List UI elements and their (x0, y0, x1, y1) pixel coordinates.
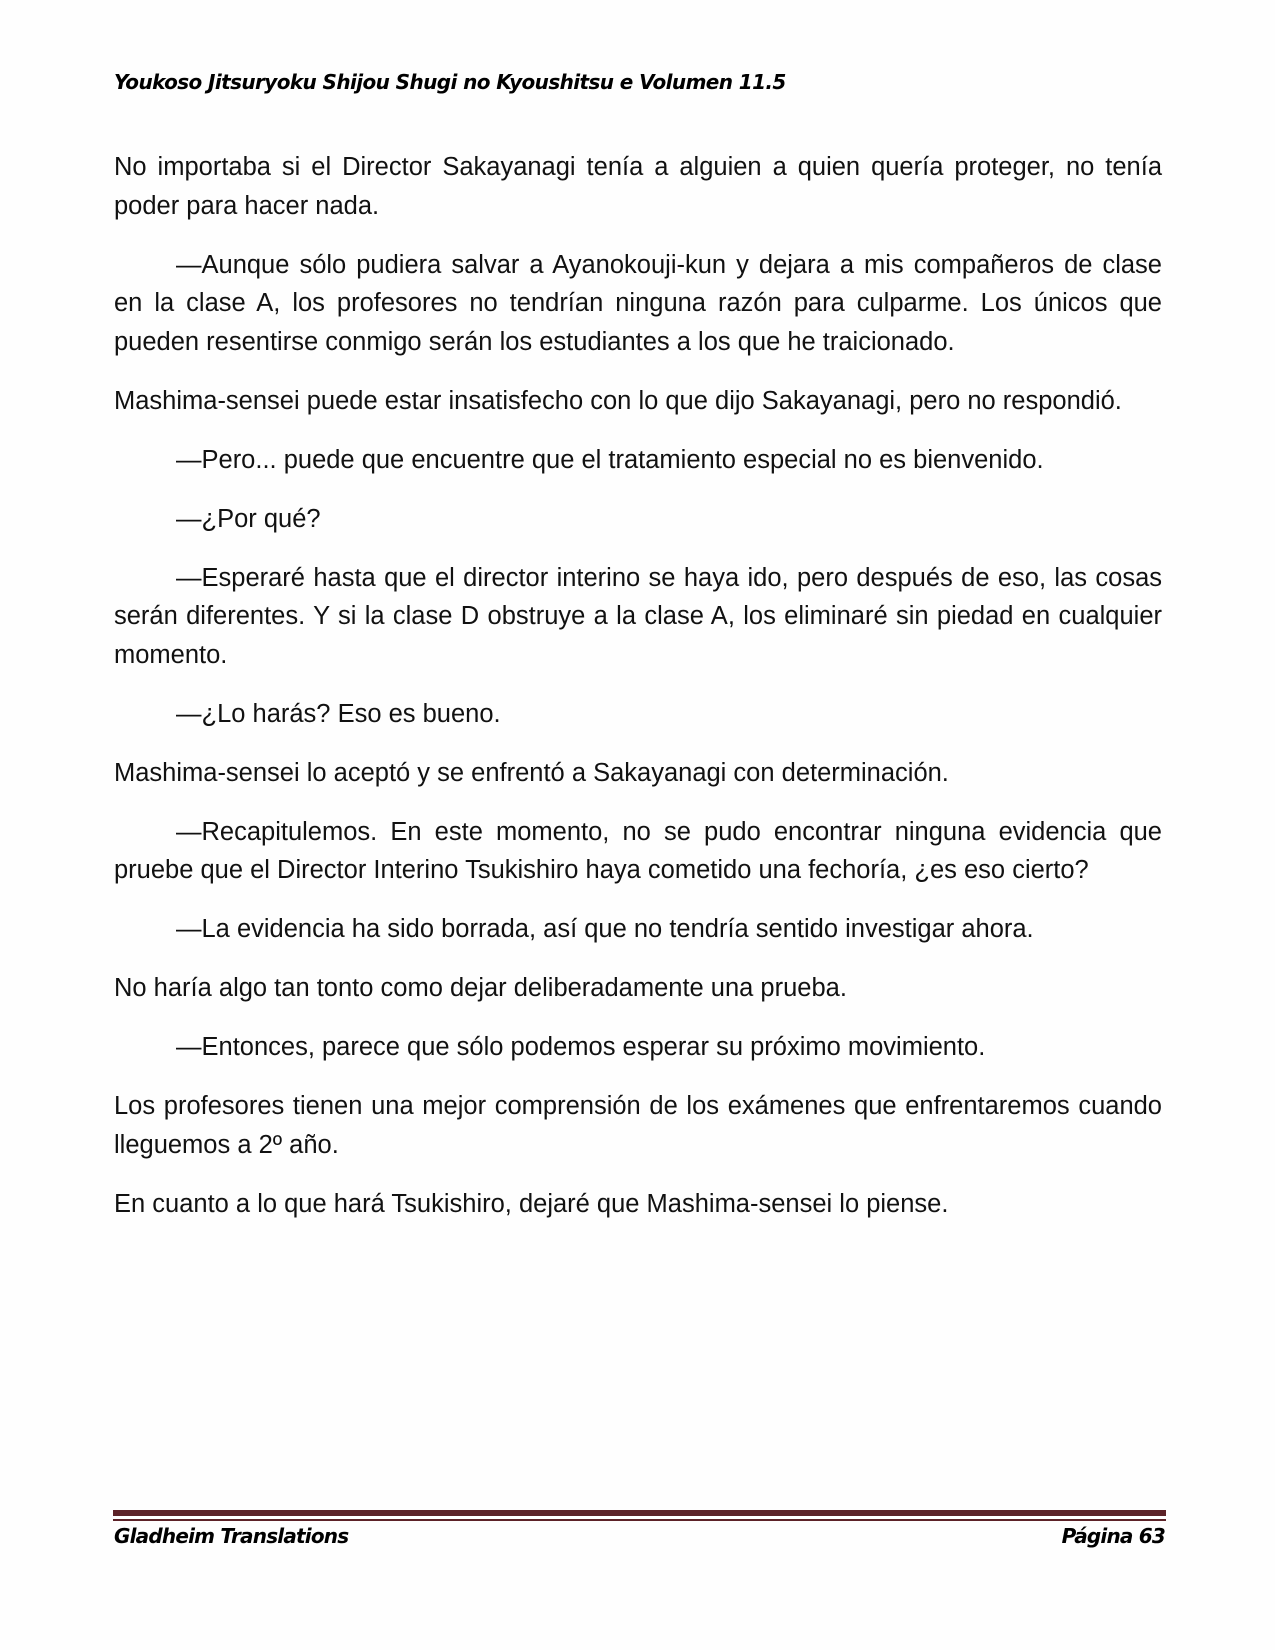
paragraph-dialogue: —Pero... puede que encuentre que el tratamiento especial no es bienvenido. (176, 445, 1044, 474)
paragraph-dialogue: —¿Por qué? (176, 504, 321, 533)
paragraph-dialogue: —La evidencia ha sido borrada, así que no tendría sentido investigar ahora. (176, 915, 1034, 943)
paragraph-dialogue: —Aunque sólo pudiera salvar a Ayanokouji-kun y dejara a mis compañeros de clase en la clase A, los profesores no tendrían ninguna razón para culparme. Los únicos que pueden resentirse conmigo serán los estudiantes a los que he traicionado. (114, 250, 1162, 356)
footer-page-number: Página 63 (1061, 1524, 1165, 1548)
running-header-title: Youkoso Jitsuryoku Shijou Shugi no Kyoushitsu e Volumen 11.5 (114, 70, 786, 94)
paragraph-dialogue: —Esperaré hasta que el director interino se haya ido, pero después de eso, las cosas serán diferentes. Y si la clase D obstruye a la clase A, los eliminaré sin piedad en cualquier momento. (114, 563, 1162, 669)
paragraph-narration: Mashima-sensei lo aceptó y se enfrentó a Sakayanagi con determinación. (114, 758, 949, 787)
paragraph-narration: En cuanto a lo que hará Tsukishiro, dejaré que Mashima-sensei lo piense. (114, 1189, 949, 1218)
body-text (114, 148, 1162, 1244)
paragraph-narration: No importaba si el Director Sakayanagi tenía a alguien a quien quería proteger, no tenía poder para hacer nada. (114, 153, 1162, 220)
paragraph-narration: Mashima-sensei puede estar insatisfecho con lo que dijo Sakayanagi, pero no respondió. (114, 386, 1122, 415)
paragraph-dialogue: —Entonces, parece que sólo podemos esperar su próximo movimiento. (176, 1033, 986, 1061)
footer-divider-thin (113, 1519, 1166, 1521)
paragraph-narration: No haría algo tan tonto como dejar deliberadamente una prueba. (114, 974, 847, 1002)
footer-divider-thick (113, 1510, 1166, 1516)
footer-translator-credit: Gladheim Translations (114, 1524, 349, 1548)
paragraph-dialogue: —¿Lo harás? Eso es bueno. (176, 699, 501, 728)
paragraph-dialogue: —Recapitulemos. En este momento, no se pudo encontrar ninguna evidencia que pruebe que el Director Interino Tsukishiro haya cometido una fechoría, ¿es eso cierto? (114, 817, 1162, 884)
paragraph-narration: Los profesores tienen una mejor comprensión de los exámenes que enfrentaremos cuando lleguemos a 2º año. (114, 1092, 1162, 1159)
